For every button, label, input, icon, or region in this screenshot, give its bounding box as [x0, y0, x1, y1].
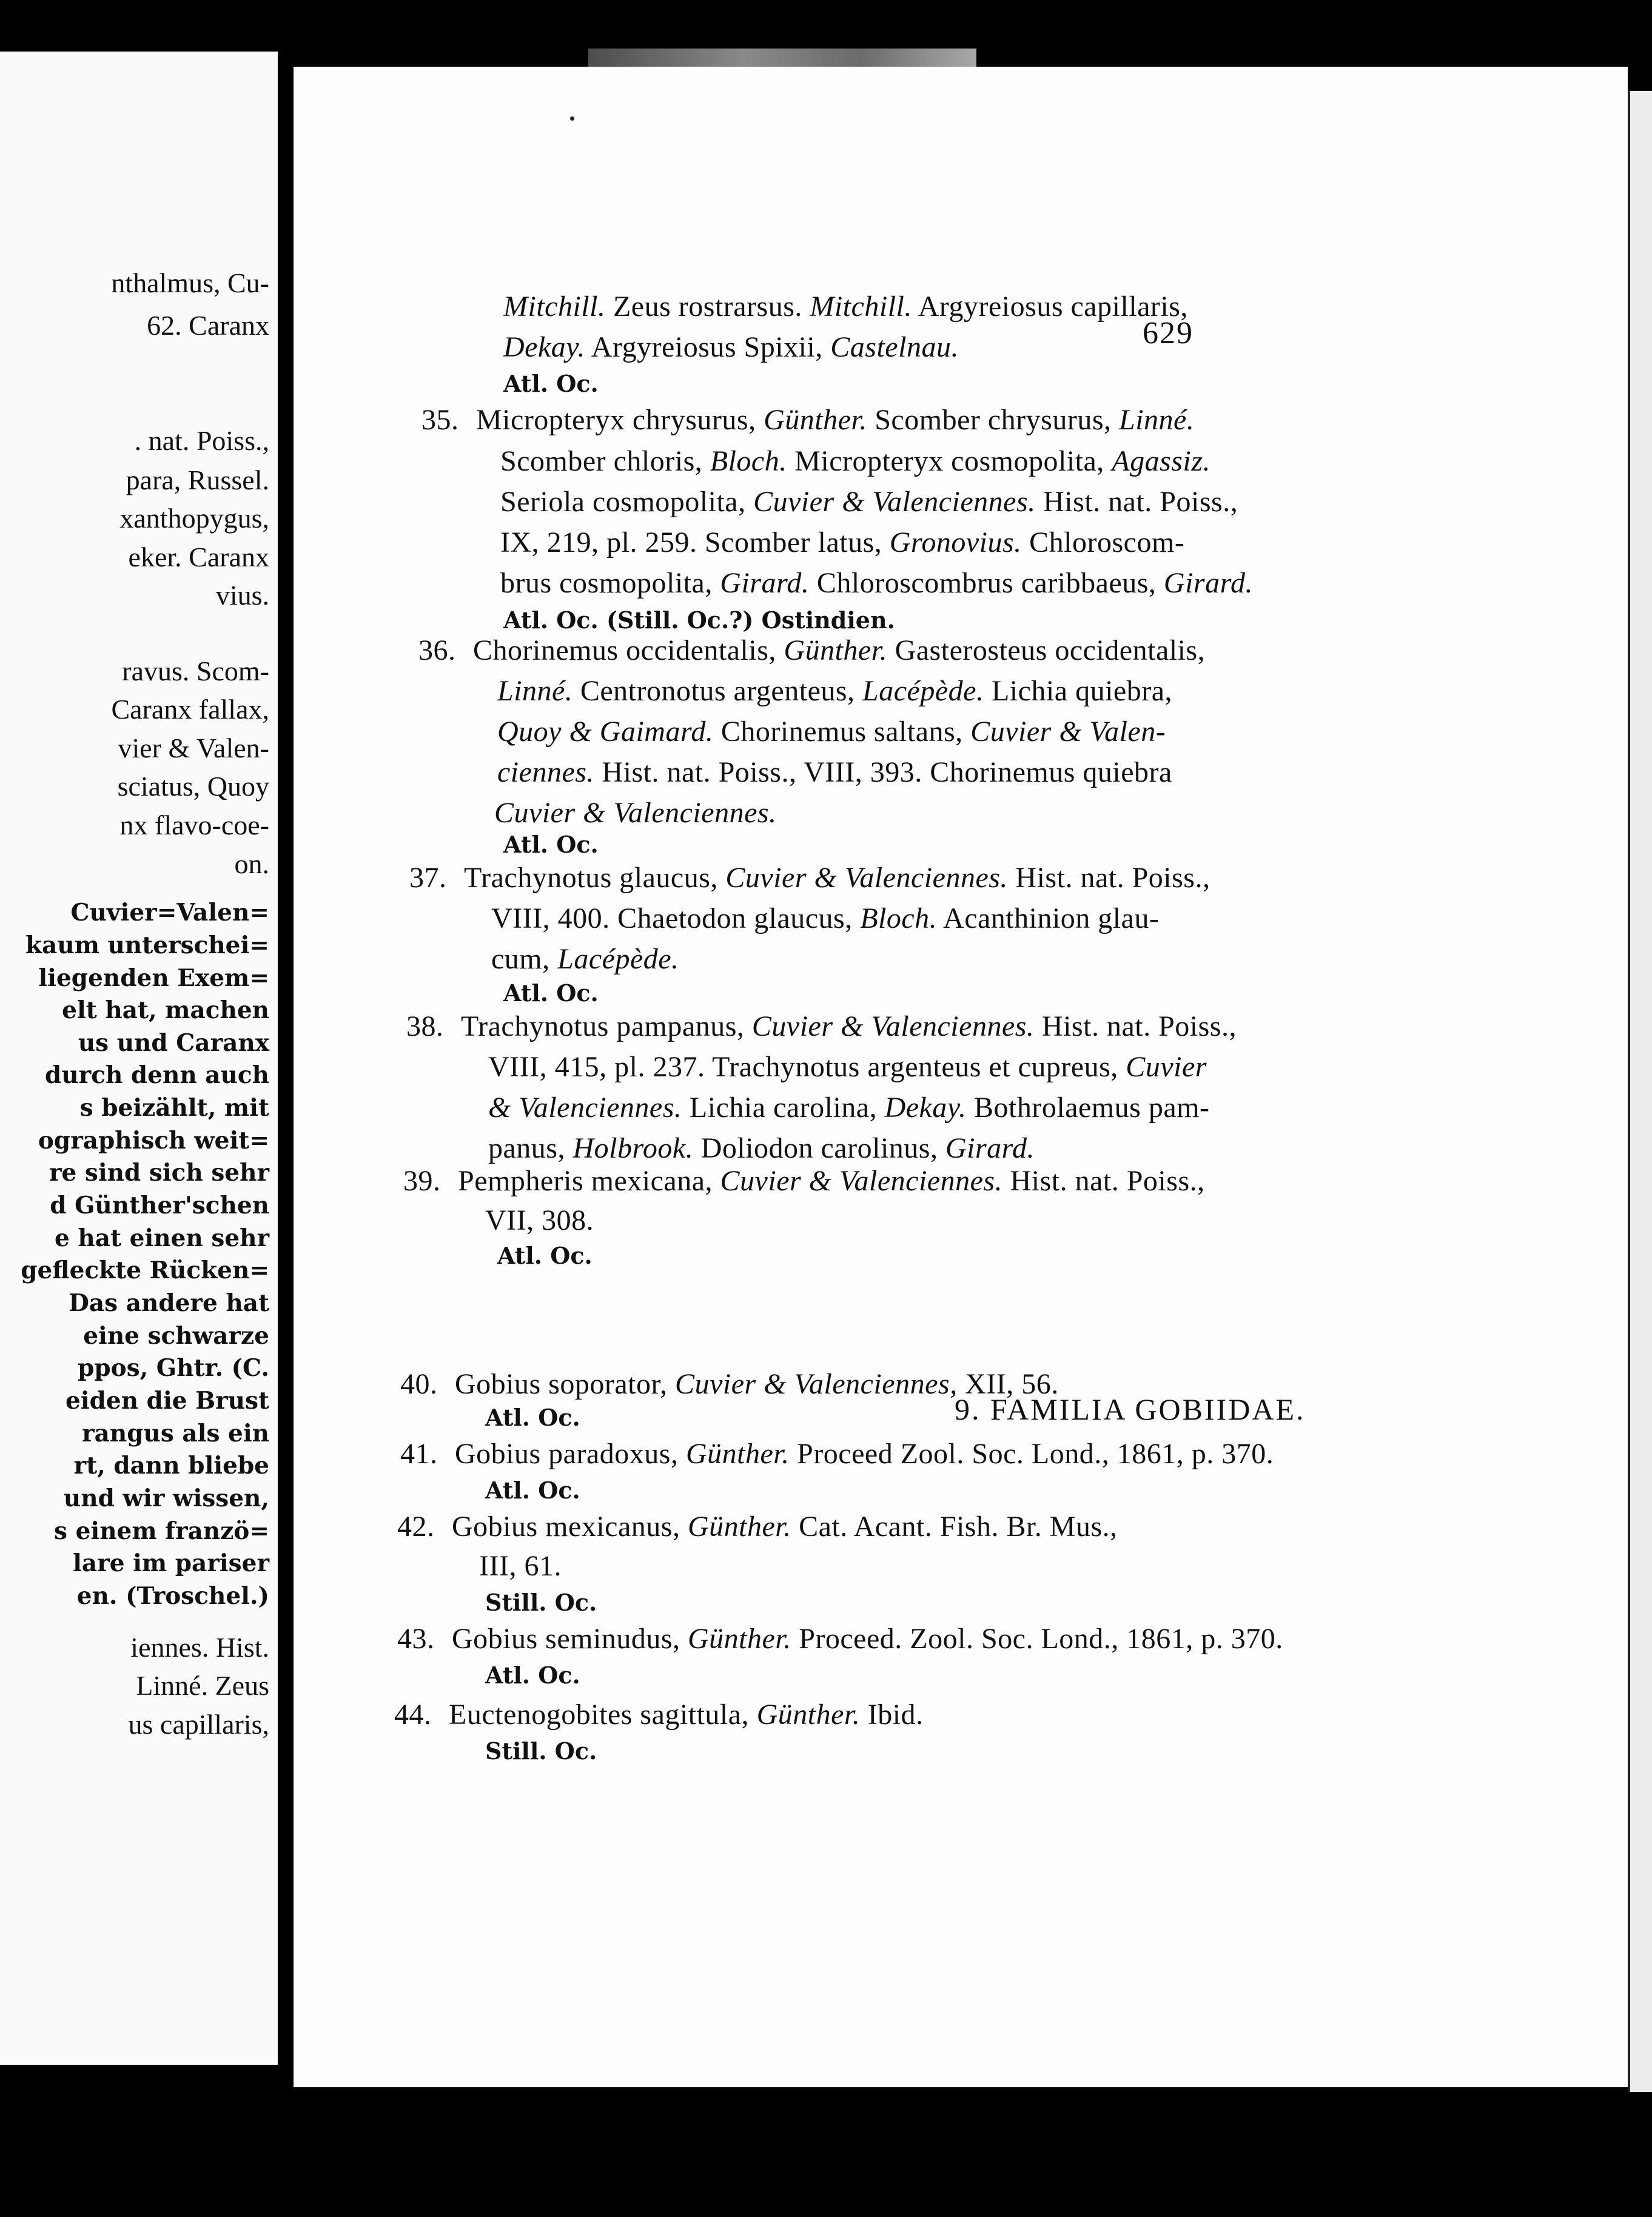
author-name: Cuvier & Valenciennes, — [675, 1368, 958, 1400]
entry-text: Micropteryx cosmopolita, — [787, 445, 1112, 477]
author-name: Bloch. — [710, 445, 787, 477]
entry-continuation — [479, 1549, 562, 1583]
author-name: Dekay. — [503, 331, 585, 363]
entry-text: Scomber chloris, — [500, 445, 710, 477]
left-page — [0, 52, 281, 2065]
entry-line — [406, 1010, 1237, 1043]
entry-text: Gobius seminudus, — [452, 1623, 688, 1655]
page-number: 629 — [1143, 316, 1194, 350]
author-name: Holbrook. — [572, 1132, 694, 1164]
author-name: Girard. — [945, 1132, 1035, 1164]
author-name: Cuvier & Valenciennes. — [751, 1010, 1035, 1042]
entry-text: Hist. nat. Poiss., — [1034, 1010, 1237, 1042]
entry-number: 36. — [418, 634, 456, 666]
entry-continuation — [488, 1132, 1035, 1165]
entry-text: Cat. Acant. Fish. Br. Mus., — [791, 1511, 1118, 1543]
entry-text: Hist. nat. Poiss., VIII, 393. Chorinemus quiebra — [594, 756, 1172, 788]
entry-continuation — [485, 1204, 594, 1237]
entry-line — [397, 1510, 1118, 1543]
entry-continuation — [503, 330, 959, 364]
left-column-line: vier & Valen- — [118, 733, 269, 763]
author-name: Günther. — [784, 634, 888, 666]
entry-number: 41. — [400, 1438, 438, 1470]
entry-continuation — [497, 674, 1172, 708]
entry-text: III, 61. — [479, 1550, 562, 1582]
author-name: Lacépède. — [557, 943, 679, 975]
left-column-line: Cuvier=Valen= — [70, 899, 269, 927]
entry-line — [397, 1622, 1283, 1655]
author-name: Linné. — [497, 675, 573, 707]
entry-continuation — [500, 566, 1253, 600]
entry-continuation — [500, 526, 1184, 559]
left-column-line: Linné. Zeus — [136, 1670, 269, 1701]
author-name: Cuvier & Valenciennes. — [720, 1165, 1003, 1197]
entry-continuation — [497, 756, 1172, 789]
entry-text: Seriola cosmopolita, — [500, 486, 754, 518]
entry-text: Acanthinion glau- — [937, 902, 1160, 934]
entry-text: Chloroscom- — [1021, 526, 1185, 558]
author-name: Girard. — [1163, 567, 1253, 599]
page-edge — [1628, 91, 1652, 2092]
author-name: ciennes. — [497, 756, 594, 788]
entry-number: 43. — [397, 1623, 435, 1655]
entry-text: Gobius paradoxus, — [455, 1438, 686, 1470]
author-name: Bloch. — [860, 902, 938, 934]
entry-continuation — [488, 1050, 1207, 1084]
entry-text: Centronotus argenteus, — [572, 675, 863, 707]
entry-text: Trachynotus glaucus, — [464, 862, 726, 894]
ink-dot — [570, 116, 574, 121]
author-name: Cuvier & Valenciennes. — [725, 862, 1008, 894]
left-column-line: elt hat, machen — [62, 996, 269, 1024]
entry-text: Proceed. Zool. Soc. Lond., 1861, p. 370. — [791, 1623, 1283, 1655]
entry-text: Scomber chrysurus, — [867, 404, 1119, 436]
entry-continuation — [488, 1091, 1209, 1124]
author-name: Cuvier & Valen- — [970, 716, 1166, 748]
entry-line — [403, 1164, 1205, 1198]
locality-line: Atl. Oc. — [503, 831, 599, 858]
left-column-line: d Günther'schen — [50, 1192, 269, 1219]
author-name: Lacépède. — [862, 675, 984, 707]
author-name: Linné. — [1119, 404, 1195, 436]
locality-line: Atl. Oc. — [485, 1477, 580, 1504]
left-column-line: ppos, Ghtr. (C. — [78, 1354, 269, 1382]
left-column-line: on. — [234, 848, 269, 879]
entry-text: Hist. nat. Poiss., — [1007, 862, 1210, 894]
entry-number: 44. — [394, 1699, 432, 1731]
left-column-line: e hat einen sehr — [54, 1224, 269, 1252]
left-column-line: s beizählt, mit — [79, 1094, 269, 1122]
entry-continuation — [500, 444, 1210, 478]
left-column-line: und wir wissen, — [63, 1484, 269, 1512]
left-column-line: re sind sich sehr — [49, 1159, 269, 1187]
left-column-line: Caranx fallax, — [111, 694, 269, 725]
entry-text: Micropteryx chrysurus, — [476, 404, 764, 436]
author-name: Dekay. — [884, 1092, 967, 1124]
left-column-line: iennes. Hist. — [130, 1632, 269, 1663]
entry-text: Euctenogobites sagittula, — [449, 1699, 757, 1731]
author-name: Gronovius. — [889, 526, 1022, 558]
author-name: Girard. — [720, 567, 810, 599]
left-column-line: nx flavo-coe- — [119, 810, 269, 840]
entry-number: 38. — [406, 1010, 444, 1042]
entry-text: XII, 56. — [957, 1368, 1059, 1400]
section-heading: 9. FAMILIA GOBIIDAE. — [955, 1392, 1306, 1426]
author-name: Agassiz. — [1112, 445, 1210, 477]
author-name: Cuvier & Valenciennes. — [494, 797, 777, 829]
left-column-line: durch denn auch — [45, 1061, 269, 1089]
author-name: Günther. — [756, 1699, 861, 1731]
book-gutter — [278, 52, 290, 2065]
entry-text: Lichia quiebra, — [984, 675, 1172, 707]
left-column-line: gefleckte Rücken= — [21, 1256, 269, 1284]
left-column-line: eine schwarze — [83, 1322, 269, 1350]
entry-text: Lichia carolina, — [682, 1092, 885, 1124]
left-column-line: rangus als ein — [82, 1420, 269, 1447]
entry-continuation — [491, 942, 679, 976]
author-name: Mitchill. — [810, 290, 912, 323]
locality-line: Atl. Oc. (Still. Oc.?) Ostindien. — [503, 606, 895, 634]
entry-line — [400, 1437, 1274, 1471]
entry-text: panus, — [488, 1132, 573, 1164]
left-column-line: sciatus, Quoy — [117, 771, 269, 802]
author-name: Cuvier & Valenciennes. — [753, 486, 1036, 518]
author-name: Mitchill. — [503, 290, 606, 323]
entry-line — [421, 403, 1194, 437]
entry-text: Chorinemus saltans, — [713, 716, 971, 748]
locality-line: Atl. Oc. — [485, 1662, 580, 1689]
entry-text: Gobius mexicanus, — [452, 1511, 688, 1543]
left-column-line: eker. Caranx — [128, 542, 269, 572]
author-name: Castelnau. — [830, 331, 959, 363]
entry-text: brus cosmopolita, — [500, 567, 720, 599]
right-page — [294, 67, 1628, 2087]
left-column-line: xanthopygus, — [119, 503, 269, 534]
entry-text: Chloroscombrus caribbaeus, — [809, 567, 1164, 599]
left-column-line: ographisch weit= — [38, 1127, 269, 1155]
entry-number: 37. — [409, 862, 447, 894]
author-name: Günther. — [764, 404, 867, 436]
locality-line: Atl. Oc. — [485, 1404, 580, 1431]
entry-continuation — [491, 902, 1159, 935]
entry-text: Gobius soporator, — [455, 1368, 676, 1400]
entry-continuation — [497, 715, 1166, 748]
left-column-line: eiden die Brust — [65, 1387, 269, 1415]
entry-text: cum, — [491, 943, 558, 975]
author-name: Quoy & Gaimard. — [497, 716, 714, 748]
left-column-line: en. (Troschel.) — [76, 1582, 269, 1610]
author-name: Cuvier — [1126, 1051, 1207, 1083]
entry-line — [418, 634, 1205, 667]
entry-text: VIII, 415, pl. 237. Trachynotus argenteus et cupreus, — [488, 1051, 1126, 1083]
left-column-line: Das andere hat — [69, 1289, 269, 1317]
left-column-line: vius. — [215, 580, 269, 611]
locality-line: Atl. Oc. — [503, 370, 599, 397]
left-column-line: rt, dann bliebe — [73, 1452, 269, 1480]
author-name: Günther. — [685, 1438, 790, 1470]
left-column-line: liegenden Exem= — [38, 964, 269, 992]
author-name: & Valenciennes. — [488, 1092, 682, 1124]
entry-text: Doliodon carolinus, — [693, 1132, 945, 1164]
left-column-line: us und Caranx — [78, 1029, 269, 1057]
entry-number: 35. — [421, 404, 459, 436]
left-column-line: kaum unterschei= — [25, 931, 269, 959]
entry-text: Bothrolaemus pam- — [966, 1092, 1210, 1124]
entry-text: Argyreiosus capillaris, — [912, 290, 1188, 323]
left-column-line: 62. Caranx — [147, 310, 269, 341]
entry-text: Pempheris mexicana, — [458, 1165, 720, 1197]
entry-text: Ibid. — [860, 1699, 924, 1731]
entry-continuation — [503, 290, 1188, 323]
entry-text: Zeus rostrarsus. — [605, 290, 810, 323]
entry-continuation — [494, 796, 777, 830]
entry-line — [394, 1698, 924, 1731]
locality-line: Still. Oc. — [485, 1737, 597, 1765]
left-column-line: . nat. Poiss., — [134, 425, 269, 456]
entry-text: Argyreiosus Spixii, — [585, 331, 831, 363]
locality-line: Atl. Oc. — [503, 979, 599, 1007]
entry-text: Trachynotus pampanus, — [461, 1010, 752, 1042]
scan-smudge — [588, 49, 976, 67]
left-column-line: nthalmus, Cu- — [111, 267, 269, 298]
entry-text: Hist. nat. Poiss., — [1035, 486, 1238, 518]
entry-number: 40. — [400, 1368, 438, 1400]
entry-line — [409, 861, 1210, 894]
left-column-line: us capillaris, — [128, 1709, 269, 1740]
entry-text: IX, 219, pl. 259. Scomber latus, — [500, 526, 890, 558]
entry-text: VII, 308. — [485, 1204, 594, 1236]
left-column-line: lare im pariser — [73, 1549, 269, 1577]
entry-text: Chorinemus occidentalis, — [473, 634, 784, 666]
left-column-line: s einem franzö= — [54, 1517, 269, 1545]
entry-text: VIII, 400. Chaetodon glaucus, — [491, 902, 861, 934]
entry-text: Gasterosteus occidentalis, — [887, 634, 1206, 666]
left-column-line: para, Russel. — [126, 465, 269, 495]
entry-number: 39. — [403, 1165, 441, 1197]
locality-line: Still. Oc. — [485, 1589, 597, 1616]
entry-line — [400, 1367, 1059, 1401]
left-column-line: ravus. Scom- — [122, 656, 269, 686]
entry-text: Proceed Zool. Soc. Lond., 1861, p. 370. — [789, 1438, 1274, 1470]
author-name: Günther. — [688, 1623, 791, 1655]
entry-text: Hist. nat. Poiss., — [1002, 1165, 1205, 1197]
entry-continuation — [500, 485, 1238, 518]
locality-line: Atl. Oc. — [497, 1242, 593, 1269]
entry-number: 42. — [397, 1511, 435, 1543]
author-name: Günther. — [687, 1511, 791, 1543]
